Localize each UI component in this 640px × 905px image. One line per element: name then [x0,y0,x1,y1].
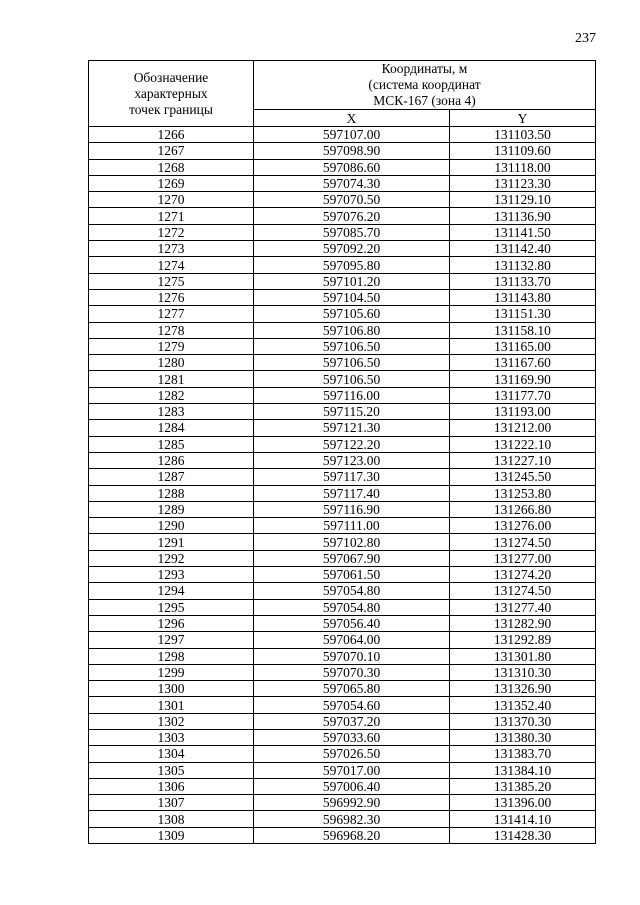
table-row [89,452,596,468]
x-coordinate-cell: 597037.20 [254,713,450,729]
x-coordinate-cell: 597121.30 [254,420,450,436]
table-row [89,404,596,420]
x-coordinate-cell: 597017.00 [254,762,450,778]
point-number-cell: 1301 [89,697,254,713]
point-number-cell: 1291 [89,534,254,550]
y-coordinate-cell: 131274.50 [450,583,596,599]
table-row [89,713,596,729]
y-coordinate-cell: 131132.80 [450,257,596,273]
y-coordinate-cell: 131193.00 [450,404,596,420]
table-row [89,159,596,175]
point-number-cell: 1304 [89,746,254,762]
y-coordinate-cell: 131103.50 [450,127,596,143]
table-row [89,208,596,224]
table-row [89,583,596,599]
coordinates-table [88,60,596,844]
x-coordinate-cell: 597107.00 [254,127,450,143]
x-column-header: X [254,110,450,127]
table-row [89,746,596,762]
table-row [89,811,596,827]
x-coordinate-cell: 597116.90 [254,501,450,517]
point-number-cell: 1303 [89,729,254,745]
table-row [89,795,596,811]
table-row [89,778,596,794]
point-number-cell: 1293 [89,567,254,583]
y-coordinate-cell: 131428.30 [450,827,596,843]
y-coordinate-cell: 131142.40 [450,241,596,257]
y-coordinate-cell: 131141.50 [450,224,596,240]
table-row [89,729,596,745]
y-coordinate-cell: 131384.10 [450,762,596,778]
header-line: (система координат [368,77,481,92]
y-coordinate-cell: 131133.70 [450,273,596,289]
table-row [89,192,596,208]
table-body [89,127,596,844]
x-coordinate-cell: 597076.20 [254,208,450,224]
x-coordinate-cell: 597111.00 [254,518,450,534]
point-number-cell: 1299 [89,664,254,680]
table-row [89,436,596,452]
table-row [89,273,596,289]
y-coordinate-cell: 131136.90 [450,208,596,224]
y-coordinate-cell: 131282.90 [450,615,596,631]
point-number-cell: 1286 [89,452,254,468]
table-row [89,567,596,583]
x-coordinate-cell: 597033.60 [254,729,450,745]
y-coordinate-cell: 131212.00 [450,420,596,436]
point-number-cell: 1276 [89,289,254,305]
table-row [89,501,596,517]
point-number-cell: 1266 [89,127,254,143]
table-row [89,127,596,143]
x-coordinate-cell: 597122.20 [254,436,450,452]
header-line: Координаты, м [381,61,468,76]
point-number-cell: 1283 [89,404,254,420]
x-coordinate-cell: 597106.50 [254,371,450,387]
point-number-cell: 1273 [89,241,254,257]
table-row [89,387,596,403]
table-row [89,469,596,485]
point-number-cell: 1306 [89,778,254,794]
point-number-cell: 1272 [89,224,254,240]
x-coordinate-cell: 596968.20 [254,827,450,843]
table-row [89,355,596,371]
x-coordinate-cell: 597105.60 [254,306,450,322]
y-coordinate-cell: 131109.60 [450,143,596,159]
y-coordinate-cell: 131277.00 [450,550,596,566]
table-row [89,762,596,778]
y-coordinate-cell: 131151.30 [450,306,596,322]
table-row [89,289,596,305]
x-coordinate-cell: 596992.90 [254,795,450,811]
x-coordinate-cell: 597074.30 [254,175,450,191]
table-row [89,664,596,680]
point-number-cell: 1270 [89,192,254,208]
point-number-cell: 1285 [89,436,254,452]
point-number-cell: 1292 [89,550,254,566]
y-coordinate-cell: 131385.20 [450,778,596,794]
x-coordinate-cell: 597026.50 [254,746,450,762]
table-row [89,534,596,550]
point-number-cell: 1294 [89,583,254,599]
table-row [89,827,596,843]
point-number-cell: 1305 [89,762,254,778]
x-coordinate-cell: 597056.40 [254,615,450,631]
y-coordinate-cell: 131301.80 [450,648,596,664]
x-coordinate-cell: 597123.00 [254,452,450,468]
x-coordinate-cell: 597116.00 [254,387,450,403]
point-number-cell: 1274 [89,257,254,273]
y-coordinate-cell: 131222.10 [450,436,596,452]
table-row [89,241,596,257]
point-number-cell: 1300 [89,681,254,697]
y-coordinate-cell: 131380.30 [450,729,596,745]
table-row [89,681,596,697]
y-coordinate-cell: 131167.60 [450,355,596,371]
point-number-cell: 1302 [89,713,254,729]
y-coordinate-cell: 131276.00 [450,518,596,534]
x-coordinate-cell: 597085.70 [254,224,450,240]
x-coordinate-cell: 597070.30 [254,664,450,680]
x-coordinate-cell: 597086.60 [254,159,450,175]
y-coordinate-cell: 131274.50 [450,534,596,550]
y-coordinate-cell: 131245.50 [450,469,596,485]
header-line: характерных [134,85,208,101]
header-line: точек границы [129,101,213,117]
point-number-cell: 1289 [89,501,254,517]
y-coordinate-cell: 131292.89 [450,632,596,648]
y-coordinate-cell: 131414.10 [450,811,596,827]
x-coordinate-cell: 597092.20 [254,241,450,257]
point-number-cell: 1271 [89,208,254,224]
x-coordinate-cell: 597106.80 [254,322,450,338]
x-coordinate-cell: 597054.80 [254,599,450,615]
y-coordinate-cell: 131123.30 [450,175,596,191]
y-coordinate-cell: 131169.90 [450,371,596,387]
table-row [89,485,596,501]
point-number-cell: 1268 [89,159,254,175]
y-coordinate-cell: 131165.00 [450,338,596,354]
point-number-cell: 1279 [89,338,254,354]
table-row [89,697,596,713]
point-designation-header [89,61,254,127]
x-coordinate-cell: 597065.80 [254,681,450,697]
table-row [89,306,596,322]
y-coordinate-cell: 131158.10 [450,322,596,338]
y-coordinate-cell: 131266.80 [450,501,596,517]
point-number-cell: 1308 [89,811,254,827]
point-number-cell: 1295 [89,599,254,615]
point-number-cell: 1307 [89,795,254,811]
y-coordinate-cell: 131370.30 [450,713,596,729]
x-coordinate-cell: 597102.80 [254,534,450,550]
x-coordinate-cell: 597070.10 [254,648,450,664]
table-row [89,518,596,534]
point-number-cell: 1284 [89,420,254,436]
x-coordinate-cell: 597104.50 [254,289,450,305]
point-number-cell: 1280 [89,355,254,371]
y-coordinate-cell: 131274.20 [450,567,596,583]
table-row [89,615,596,631]
table-row [89,322,596,338]
y-coordinate-cell: 131227.10 [450,452,596,468]
point-number-cell: 1269 [89,175,254,191]
x-coordinate-cell: 597061.50 [254,567,450,583]
table-row [89,143,596,159]
x-coordinate-cell: 597006.40 [254,778,450,794]
y-coordinate-cell: 131383.70 [450,746,596,762]
y-column-header: Y [450,110,596,127]
y-coordinate-cell: 131129.10 [450,192,596,208]
point-number-cell: 1278 [89,322,254,338]
point-number-cell: 1277 [89,306,254,322]
x-coordinate-cell: 597117.40 [254,485,450,501]
x-coordinate-cell: 597070.50 [254,192,450,208]
table-row [89,371,596,387]
table-row [89,257,596,273]
y-coordinate-cell: 131253.80 [450,485,596,501]
x-coordinate-cell: 597115.20 [254,404,450,420]
x-coordinate-cell: 597106.50 [254,338,450,354]
table-row [89,175,596,191]
point-number-cell: 1267 [89,143,254,159]
table-row [89,338,596,354]
coordinates-header [254,61,596,110]
table-row [89,550,596,566]
y-coordinate-cell: 131177.70 [450,387,596,403]
y-coordinate-cell: 131352.40 [450,697,596,713]
header-line: Обозначение [133,69,209,85]
point-number-cell: 1281 [89,371,254,387]
y-coordinate-cell: 131118.00 [450,159,596,175]
table-row [89,224,596,240]
point-number-cell: 1296 [89,615,254,631]
table-row [89,648,596,664]
x-coordinate-cell: 597095.80 [254,257,450,273]
x-coordinate-cell: 597117.30 [254,469,450,485]
y-coordinate-cell: 131143.80 [450,289,596,305]
x-coordinate-cell: 597064.00 [254,632,450,648]
table-row [89,420,596,436]
x-coordinate-cell: 596982.30 [254,811,450,827]
x-coordinate-cell: 597101.20 [254,273,450,289]
page-number: 237 [575,31,596,46]
y-coordinate-cell: 131396.00 [450,795,596,811]
point-number-cell: 1287 [89,469,254,485]
header-line: МСК-167 (зона 4) [373,93,476,108]
table-row [89,599,596,615]
point-number-cell: 1275 [89,273,254,289]
x-coordinate-cell: 597106.50 [254,355,450,371]
y-coordinate-cell: 131277.40 [450,599,596,615]
point-number-cell: 1290 [89,518,254,534]
point-number-cell: 1309 [89,827,254,843]
point-number-cell: 1282 [89,387,254,403]
x-coordinate-cell: 597054.60 [254,697,450,713]
y-coordinate-cell: 131310.30 [450,664,596,680]
x-coordinate-cell: 597067.90 [254,550,450,566]
x-coordinate-cell: 597054.80 [254,583,450,599]
point-number-cell: 1297 [89,632,254,648]
point-number-cell: 1298 [89,648,254,664]
x-coordinate-cell: 597098.90 [254,143,450,159]
point-number-cell: 1288 [89,485,254,501]
table-row [89,632,596,648]
y-coordinate-cell: 131326.90 [450,681,596,697]
